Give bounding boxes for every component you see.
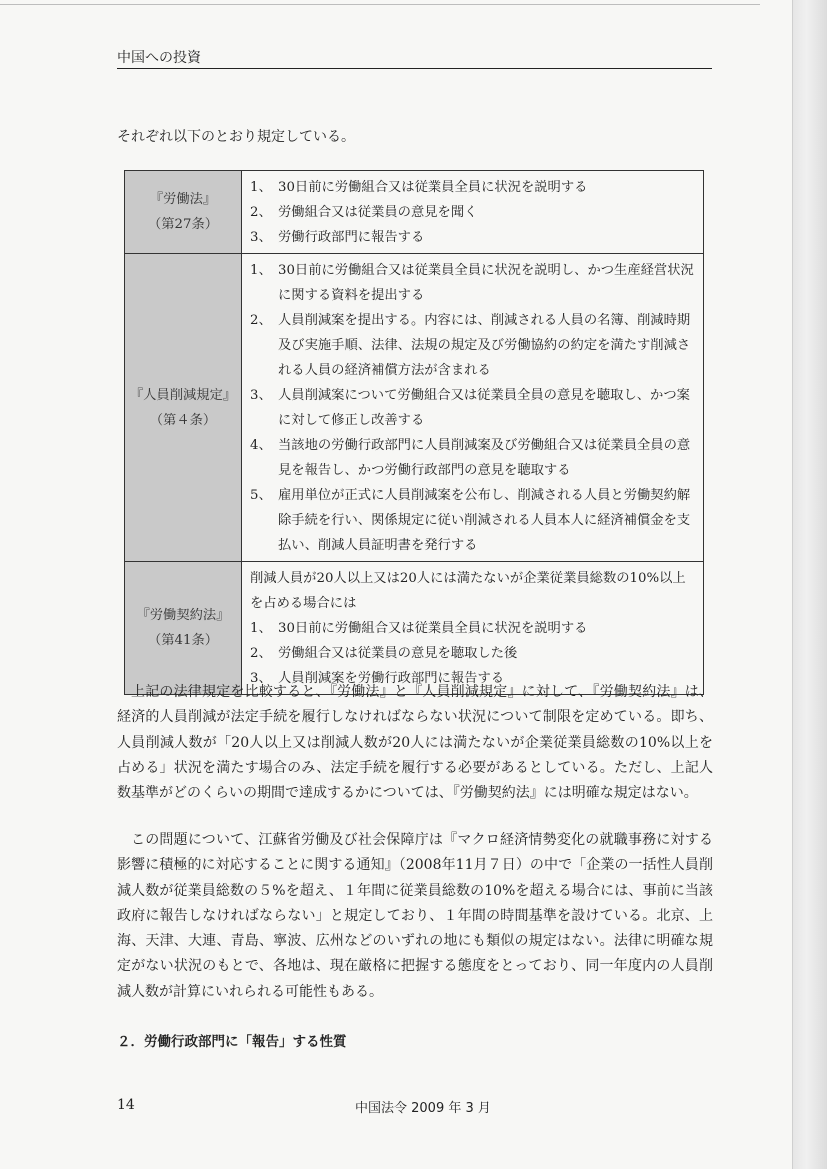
law-cell [125, 562, 242, 695]
item-text: 雇用単位が正式に人員削減案を公布し、削減される人員と労働契約解除手続を行い、関係規定に従い削減される人員本人に経済補償金を支払い、削減人員証明書を発行する [278, 488, 691, 553]
item-text: 人員削減案を労働行政部門に報告する [278, 671, 505, 686]
item-text: 人員削減案を提出する。内容には、削減される人員の名簿、削減時期及び実施手順、法律、法規の規定及び労働協約の約定を満たす削減される人員の経済補償方法が含まれる [278, 313, 691, 378]
table-row [125, 562, 704, 695]
law-cell [125, 171, 242, 254]
list-item [248, 308, 697, 383]
item-number: 3、 [250, 671, 272, 686]
item-text: 人員削減案について労働組合又は従業員全員の意見を聴取し、かつ案に対して修正し改善する [278, 388, 690, 428]
law-name: 『労働契約法』 [136, 608, 230, 623]
running-header: 中国への投資 [117, 50, 712, 69]
section-heading: ２．労働行政部門に「報告」する性質 [117, 1034, 347, 1050]
item-text: 当該地の労働行政部門に人員削減案及び労働組合又は従業員全員の意見を報告し、かつ労働行政部門の意見を聴取する [278, 438, 691, 478]
item-number: 2、 [250, 205, 272, 220]
law-article: （第27条） [147, 217, 219, 232]
law-article: （第４条） [149, 412, 217, 428]
law-article: （第41条） [147, 633, 219, 648]
journal-footer: 中国法令 2009 年 3 月 [355, 1101, 491, 1116]
list-item [248, 175, 697, 200]
item-number: 5、 [250, 488, 272, 503]
item-text: 労働行政部門に報告する [278, 230, 425, 245]
item-number: 2、 [250, 313, 272, 328]
provisions-cell [242, 171, 704, 254]
list-item [248, 483, 697, 558]
item-number: 1、 [250, 180, 272, 195]
list-item [248, 225, 697, 250]
item-text: 労働組合又は従業員の意見を聴取した後 [278, 646, 518, 661]
item-number: 3、 [250, 230, 272, 245]
scan-top-edge [0, 0, 760, 5]
item-number: 2、 [250, 646, 272, 661]
body-paragraph: 上記の法律規定を比較すると、『労働法』と『人員削減規定』に対して、『労働契約法』は、経済的人員削減が法定手続を履行しなければならない状況について制限を定めている。即ち、人員削減人数が「20人以上又は削減人数が20人には満たないが企業従業員総数の10%以上を占める」状況を満たす場合のみ、法定手続を履行する必要があるとしている。ただし、上記人数基準がどのくらいの期間で達成するかについては、『労働契約法』には明確な規定はない。 [117, 684, 713, 802]
law-name: 『労働法』 [149, 192, 217, 207]
law-name: 『人員削減規定』 [129, 387, 237, 403]
list-item [248, 641, 697, 666]
list-item [248, 433, 697, 483]
scan-margin [793, 0, 827, 1169]
item-text: 30日前に労働組合又は従業員全員に状況を説明する [278, 621, 588, 636]
law-comparison-table [124, 170, 704, 695]
body-paragraph: この問題について、江蘇省労働及び社会保障庁は『マクロ経済情勢変化の就職事務に対する影響に積極的に対応することに関する通知』（2008年11月７日）の中で「企業の一括性人員削減人数が従業員総数の５%を超え、１年間に従業員総数の10%を超える場合には、事前に当該政府に報告しなければならない」と規定しており、１年間の時間基準を設けている。北京、上海、天津、大連、青島、寧波、広州などのいずれの地にも類似の規定はない。法律に明確な規定がない状況のもとで、各地は、現在厳格に把握する態度をとっており、同一年度内の人員削減人数が計算にいれられる可能性もある。 [117, 832, 713, 1000]
table-row [125, 254, 704, 562]
intro-text: それぞれ以下のとおり規定している。 [117, 129, 355, 145]
item-number: 3、 [250, 388, 272, 403]
law-cell [125, 254, 242, 562]
provision-preamble: 削減人員が20人以上又は20人には満たないが企業従業員総数の10%以上を占める場合には [250, 571, 686, 611]
table-row [125, 171, 704, 254]
provisions-cell [242, 562, 704, 695]
list-item [248, 258, 697, 308]
list-item [248, 200, 697, 225]
item-number: 1、 [250, 263, 272, 278]
item-text: 労働組合又は従業員の意見を聞く [278, 205, 478, 220]
item-number: 1、 [250, 621, 272, 636]
item-number: 4、 [250, 438, 272, 453]
item-text: 30日前に労働組合又は従業員全員に状況を説明し、かつ生産経営状況に関する資料を提出する [278, 263, 694, 303]
provisions-cell [242, 254, 704, 562]
list-item [248, 616, 697, 641]
item-text: 30日前に労働組合又は従業員全員に状況を説明する [278, 180, 588, 195]
page-number: 14 [117, 1097, 135, 1113]
list-item [248, 383, 697, 433]
